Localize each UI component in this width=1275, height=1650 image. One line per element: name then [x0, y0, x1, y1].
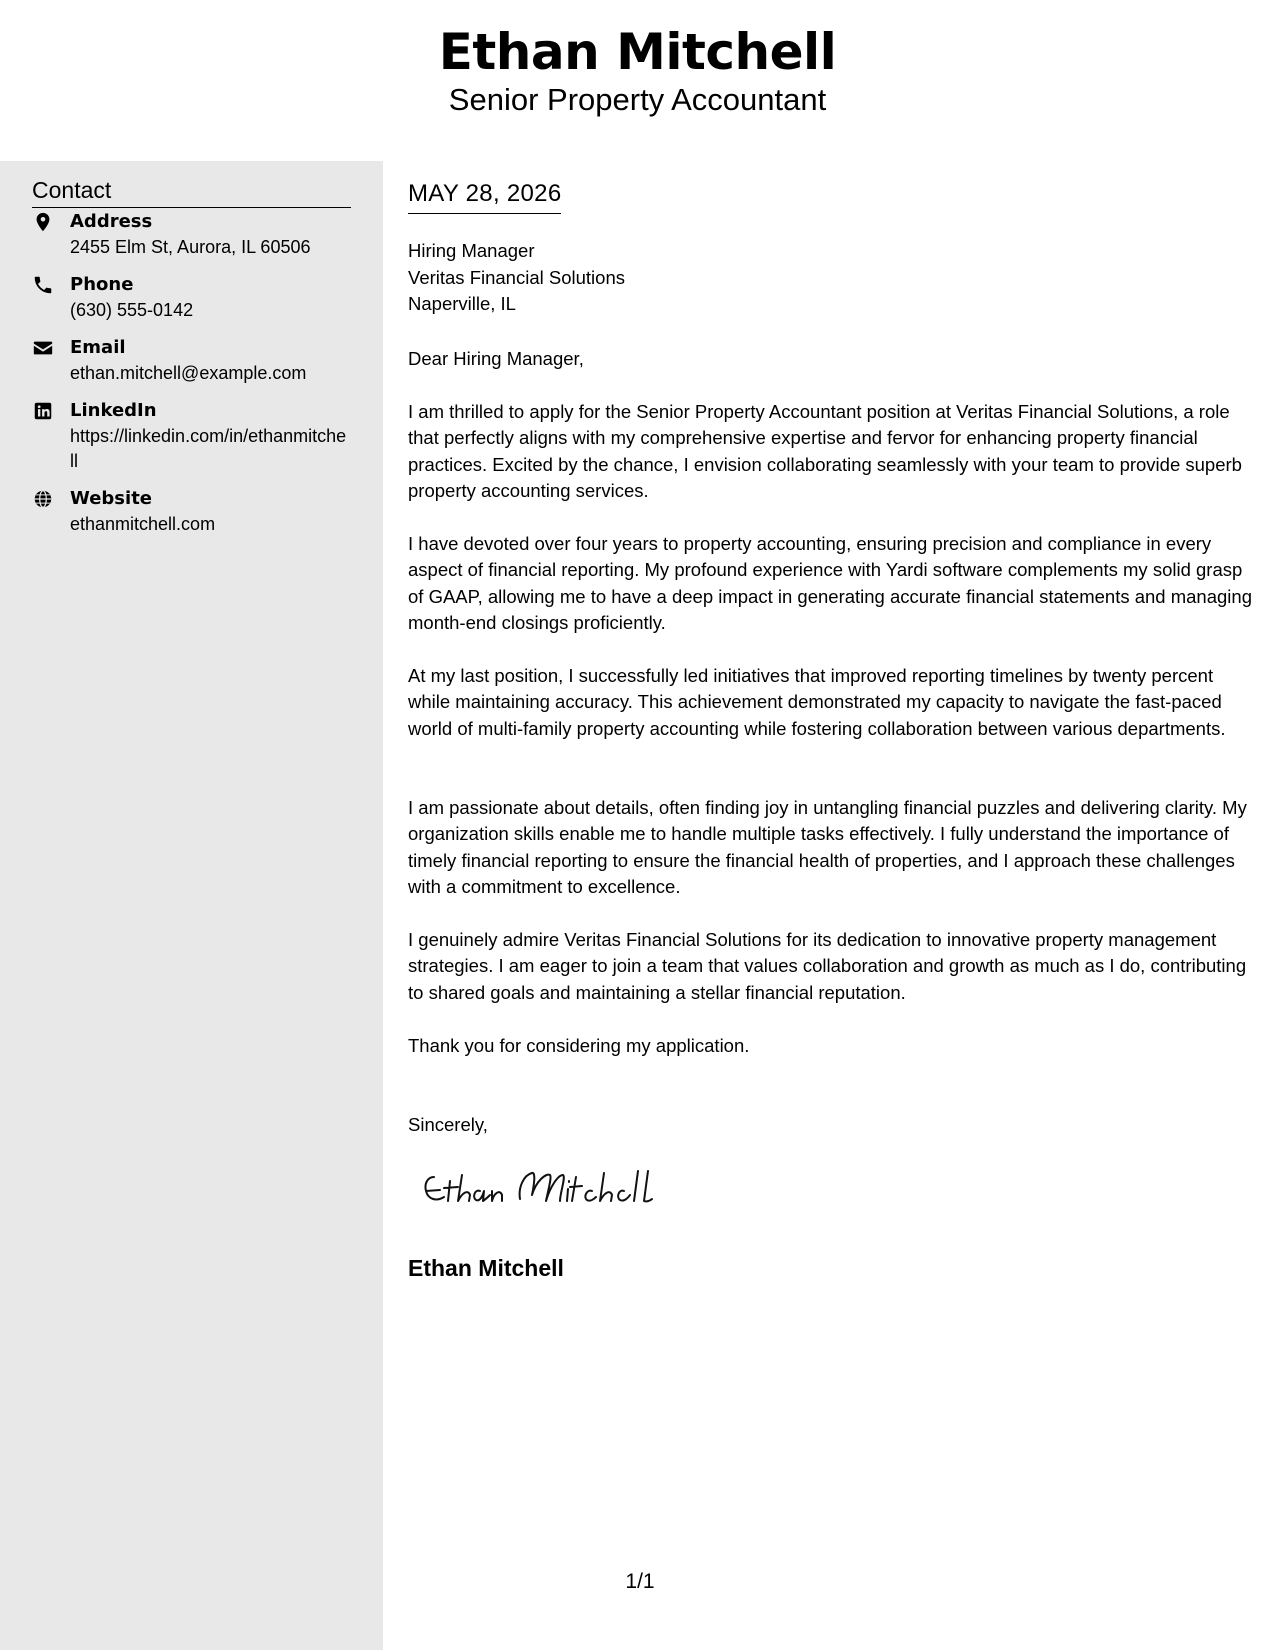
paragraph: I am thrilled to apply for the Senior Property Accountant position at Veritas Financial Solutions, a role that perfectly aligns with my comprehensive expertise and fervor for enhancing property financial practices. Excited by the chance, I envision collaborating seamlessly with your team to provide superb property accounting services.: [408, 401, 1242, 502]
contact-heading: Contact: [32, 175, 351, 208]
website-value[interactable]: ethanmitchell.com: [70, 514, 216, 534]
paragraph: I am passionate about details, often finding joy in untangling financial puzzles and delivering clarity. My organization skills enable me to handle multiple tasks effectively. I fully understand the importance of timely financial reporting to ensure the financial health of properties, and I approach these challenges with a commitment to excellence.: [408, 797, 1247, 898]
contact-sidebar: [0, 161, 383, 1650]
linkedin-label: LinkedIn: [70, 400, 157, 421]
page-number: 1/1: [625, 1570, 655, 1593]
recipient-block: [408, 238, 625, 318]
salutation: Dear Hiring Manager,: [408, 348, 584, 369]
email-label: Email: [70, 337, 126, 358]
address-label: Address: [70, 211, 153, 232]
signer-name: Ethan Mitchell: [408, 1255, 564, 1281]
linkedin-icon: [32, 400, 54, 422]
map-pin-icon: [32, 211, 54, 233]
phone-label: Phone: [70, 274, 134, 295]
globe-icon: [32, 488, 54, 510]
handwritten-signature: [420, 1161, 660, 1215]
phone-value: (630) 555-0142: [70, 300, 194, 320]
phone-icon: [32, 274, 54, 296]
applicant-name: Ethan Mitchell: [438, 23, 837, 81]
recipient-line: Veritas Financial Solutions: [408, 266, 625, 288]
page-header: [0, 0, 1275, 160]
email-value: ethan.mitchell@example.com: [70, 363, 307, 383]
recipient-line: Hiring Manager: [408, 240, 535, 261]
paragraph: I genuinely admire Veritas Financial Solutions for its dedication to innovative property management strategies. I am eager to join a team that values collaboration and growth as much as I do, contributing to shared goals and maintaining a stellar financial reputation.: [408, 929, 1247, 1003]
linkedin-value[interactable]: https://linkedin.com/in/ethanmitchell: [70, 426, 347, 471]
closing: Sincerely,: [408, 1114, 488, 1135]
job-title: Senior Property Accountant: [448, 82, 827, 117]
envelope-icon: [32, 337, 54, 359]
recipient-line: Naperville, IL: [408, 293, 516, 314]
paragraph: At my last position, I successfully led initiatives that improved reporting timelines by twenty percent while maintaining accuracy. This achievement demonstrated my capacity to navigate the fast-paced world of multi-family property accounting while fostering collaboration between various departments.: [408, 665, 1226, 739]
website-label: Website: [70, 488, 153, 509]
address-value: 2455 Elm St, Aurora, IL 60506: [70, 237, 311, 257]
thanks-line: Thank you for considering my application.: [408, 1035, 750, 1056]
letter-date: MAY 28, 2026: [408, 179, 561, 214]
paragraph: I have devoted over four years to property accounting, ensuring precision and compliance in every aspect of financial reporting. My profound experience with Yardi software complements my solid grasp of GAAP, allowing me to have a deep impact in generating accurate financial statements and managing month-end closings proficiently.: [408, 533, 1252, 634]
